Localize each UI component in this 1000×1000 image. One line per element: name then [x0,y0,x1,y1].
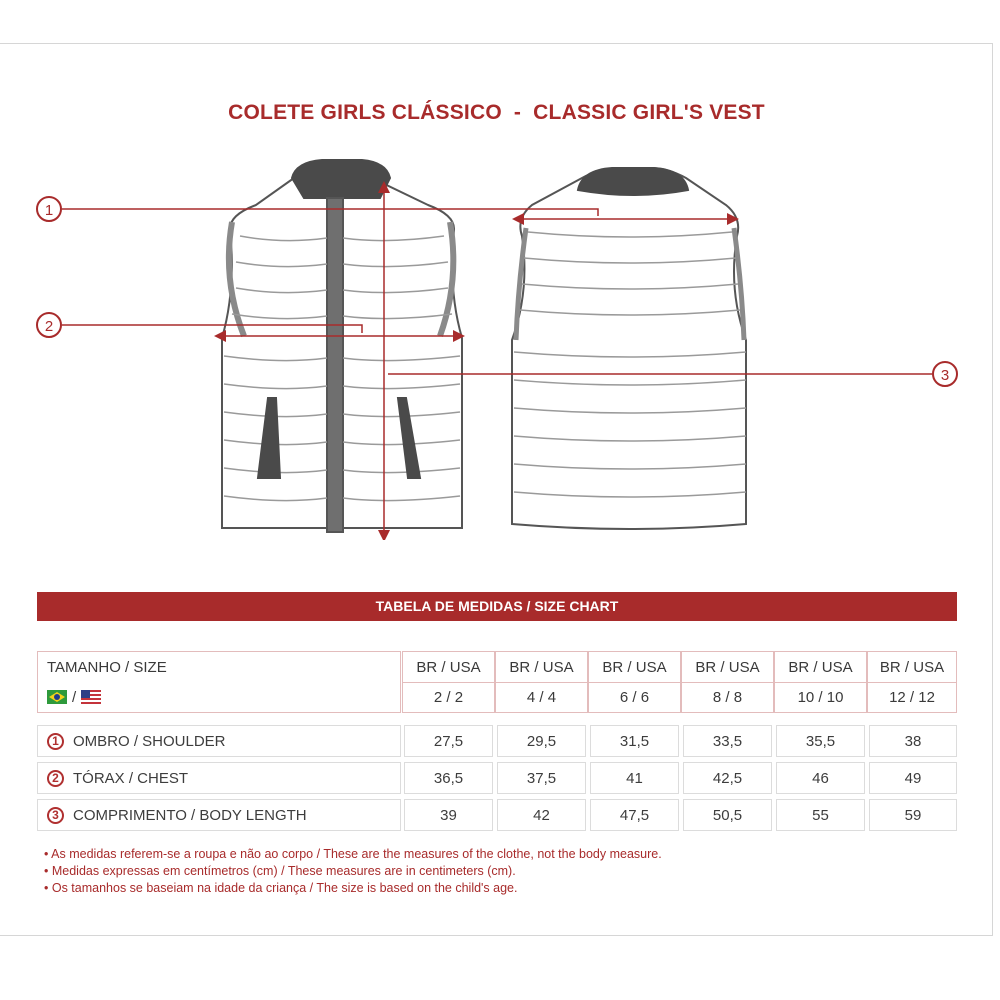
front-collar [292,160,390,198]
size-header-label: TAMANHO / SIZE [47,658,167,676]
table-cell: 55 [776,799,865,831]
row-label: TÓRAX / CHEST [73,769,189,787]
row-label-shoulder [37,725,401,757]
table-cell: 37,5 [497,762,586,794]
callout-1 [37,197,61,221]
page-title: COLETE GIRLS CLÁSSICO - CLASSIC GIRL'S VEST [228,101,765,124]
vest-diagram [0,150,993,540]
row-label-chest [37,762,401,794]
back-collar [578,168,688,195]
size-chart-banner: TABELA DE MEDIDAS / SIZE CHART [37,592,957,621]
size-value: 2 / 2 [433,688,464,706]
callout-1-label: 1 [44,202,54,219]
table-cell: 33,5 [683,725,772,757]
zipper [327,198,343,532]
row-number-badge: 1 [47,733,64,750]
table-cell: 39 [404,799,493,831]
table-cell: 31,5 [590,725,679,757]
table-cell: 47,5 [590,799,679,831]
table-cell: 36,5 [404,762,493,794]
back-vest-outline [512,168,746,529]
table-cell: 42 [497,799,586,831]
flag-separator: / [72,688,77,706]
size-system: BR / USA [868,652,956,683]
size-column-header [402,651,495,713]
size-header-label-cell [37,651,401,713]
size-system: BR / USA [682,652,773,683]
table-cell: 42,5 [683,762,772,794]
callout-3-label: 3 [940,367,950,384]
size-column-header [867,651,957,713]
size-column-header [774,651,867,713]
row-number-badge: 2 [47,770,64,787]
footnotes [44,846,662,897]
callout-3 [933,362,957,386]
table-cell: 46 [776,762,865,794]
front-vest [222,160,462,532]
row-label: COMPRIMENTO / BODY LENGTH [73,806,307,824]
table-cell: 50,5 [683,799,772,831]
size-system: BR / USA [589,652,680,683]
table-cell: 35,5 [776,725,865,757]
row-label-body-length [37,799,401,831]
size-system: BR / USA [403,652,494,683]
row-label: OMBRO / SHOULDER [73,732,226,750]
table-cell: 38 [869,725,957,757]
table-cell: 27,5 [404,725,493,757]
flags-row [38,682,400,712]
size-column-header [495,651,588,713]
brazil-flag-icon [47,690,67,704]
table-cell: 59 [869,799,957,831]
size-value: 12 / 12 [889,688,935,706]
size-system: BR / USA [496,652,587,683]
row-number-badge: 3 [47,807,64,824]
size-column-header [681,651,774,713]
footnote: • Medidas expressas em centímetros (cm) / These measures are in centimeters (cm). [44,863,662,880]
size-value: 8 / 8 [712,688,743,706]
footnote: • As medidas referem-se a roupa e não ao corpo / These are the measures of the clothe, not the body measure. [44,846,662,863]
usa-flag-icon [81,690,101,704]
size-value: 4 / 4 [526,688,557,706]
size-column-header [588,651,681,713]
callout-2 [37,313,61,337]
footnote: • Os tamanhos se baseiam na idade da criança / The size is based on the child's age. [44,880,662,897]
back-vest [512,168,746,529]
table-cell: 49 [869,762,957,794]
size-value: 10 / 10 [797,688,844,706]
table-cell: 41 [590,762,679,794]
size-value: 6 / 6 [619,688,650,706]
size-system: BR / USA [775,652,866,683]
callout-2-label: 2 [44,318,54,335]
table-cell: 29,5 [497,725,586,757]
